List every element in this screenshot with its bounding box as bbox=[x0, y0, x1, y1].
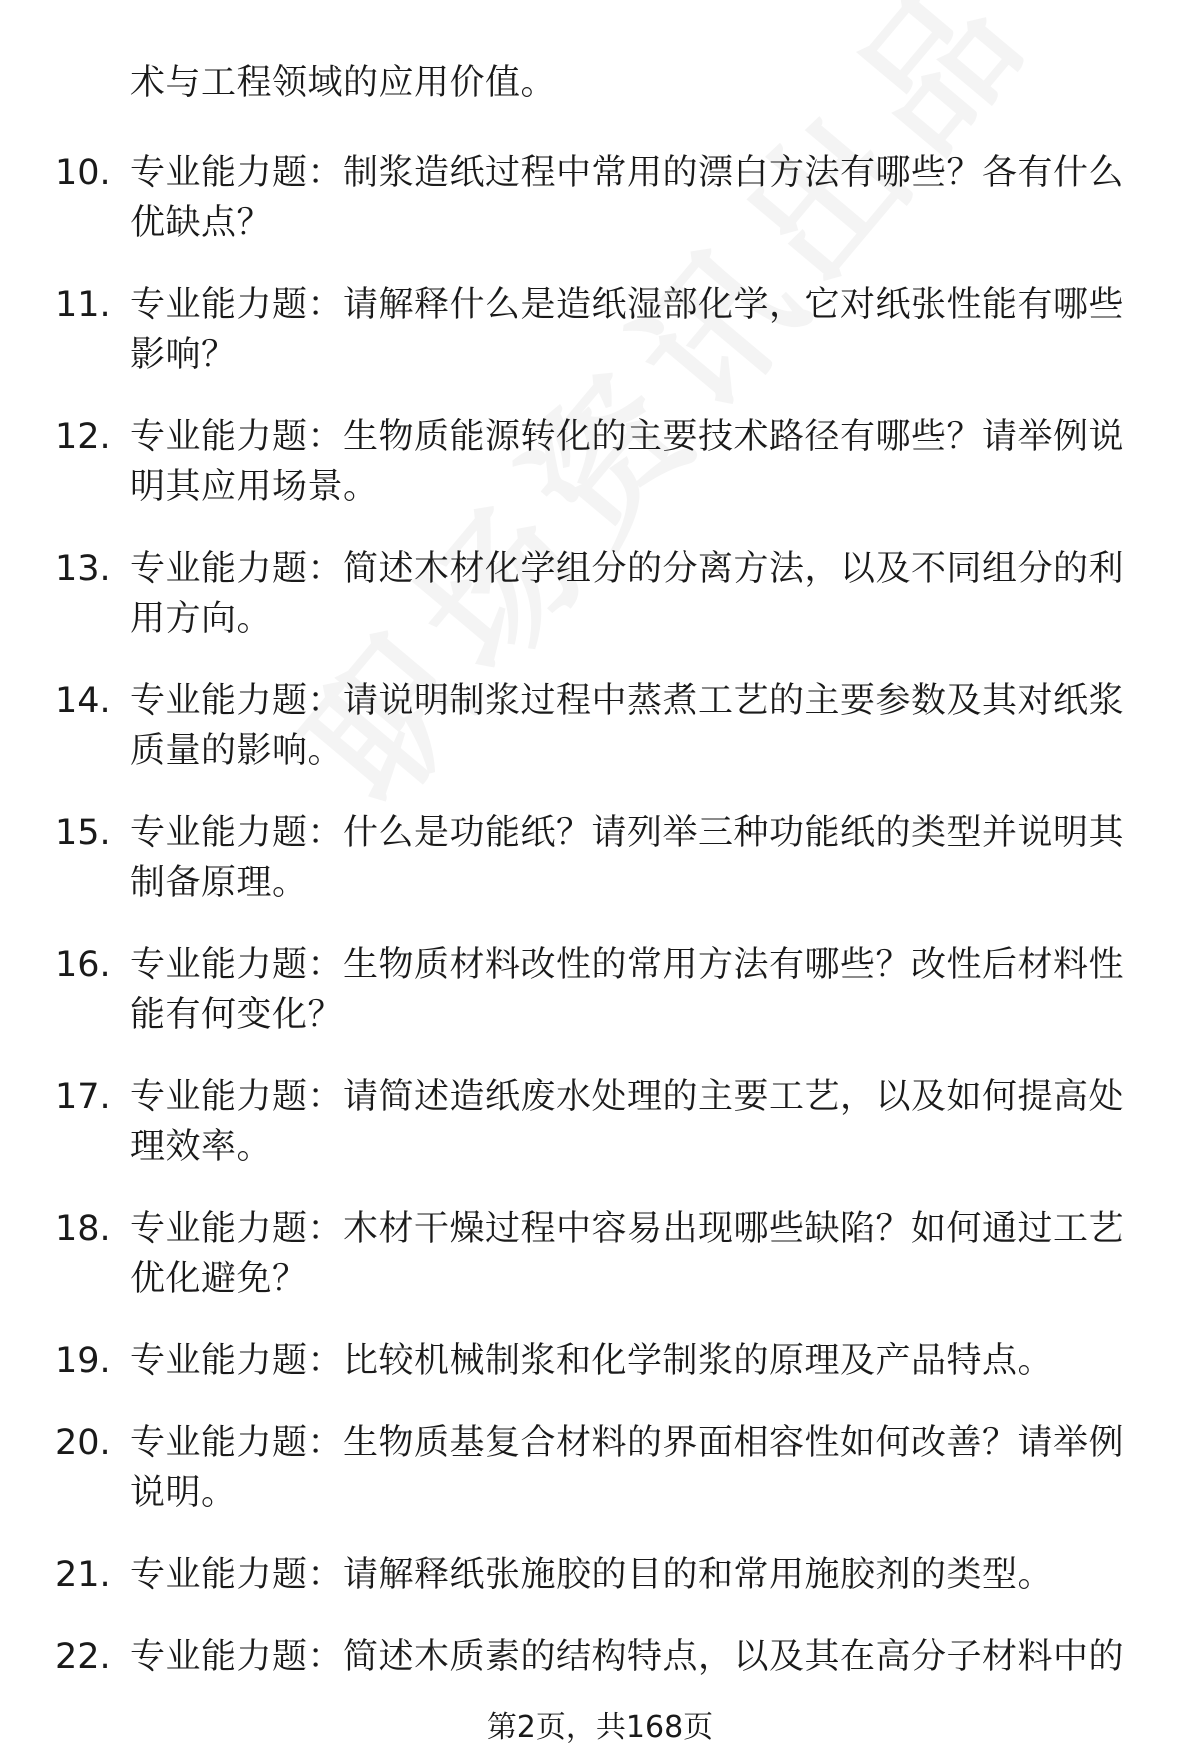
question-number: 11. bbox=[55, 285, 111, 325]
question-number: 16. bbox=[55, 945, 111, 985]
question-number: 17. bbox=[55, 1077, 111, 1117]
question-number: 22. bbox=[55, 1637, 111, 1677]
question-item-10 bbox=[0, 148, 1200, 280]
question-item-19 bbox=[0, 1336, 1200, 1418]
question-item-22 bbox=[0, 1632, 1200, 1714]
question-text: 专业能力题：木材干燥过程中容易出现哪些缺陷？如何通过工艺优化避免？ bbox=[130, 1209, 1125, 1299]
question-item-15 bbox=[0, 808, 1200, 940]
question-text: 专业能力题：生物质材料改性的常用方法有哪些？改性后材料性能有何变化？ bbox=[130, 945, 1125, 1035]
question-text: 专业能力题：生物质基复合材料的界面相容性如何改善？请举例说明。 bbox=[130, 1423, 1125, 1513]
question-item-16 bbox=[0, 940, 1200, 1072]
question-number: 20. bbox=[55, 1423, 111, 1463]
question-item-20 bbox=[0, 1418, 1200, 1550]
question-number: 13. bbox=[55, 549, 111, 589]
question-number: 12. bbox=[55, 417, 111, 457]
question-text: 专业能力题：生物质能源转化的主要技术路径有哪些？请举例说明其应用场景。 bbox=[130, 417, 1125, 507]
question-item-21 bbox=[0, 1550, 1200, 1632]
question-text: 专业能力题：什么是功能纸？请列举三种功能纸的类型并说明其制备原理。 bbox=[130, 813, 1125, 903]
question-text: 专业能力题：制浆造纸过程中常用的漂白方法有哪些？各有什么优缺点？ bbox=[130, 153, 1125, 243]
question-text: 专业能力题：比较机械制浆和化学制浆的原理及产品特点。 bbox=[130, 1341, 1054, 1381]
question-text: 专业能力题：请解释什么是造纸湿部化学，它对纸张性能有哪些影响？ bbox=[130, 285, 1125, 375]
question-text: 专业能力题：简述木材化学组分的分离方法，以及不同组分的利用方向。 bbox=[130, 549, 1125, 639]
question-text: 专业能力题：请简述造纸废水处理的主要工艺，以及如何提高处理效率。 bbox=[130, 1077, 1125, 1167]
question-number: 10. bbox=[55, 153, 111, 193]
question-number: 14. bbox=[55, 681, 111, 721]
question-text: 专业能力题：请解释纸张施胶的目的和常用施胶剂的类型。 bbox=[130, 1555, 1054, 1595]
question-list bbox=[0, 148, 1200, 1714]
question-number: 15. bbox=[55, 813, 111, 853]
question-item-14 bbox=[0, 676, 1200, 808]
question-item-13 bbox=[0, 544, 1200, 676]
continuation-text: 术与工程领域的应用价值。 bbox=[130, 63, 557, 103]
page-footer: 第2页，共168页 bbox=[486, 1710, 714, 1745]
question-text: 专业能力题：请说明制浆过程中蒸煮工艺的主要参数及其对纸浆质量的影响。 bbox=[130, 681, 1125, 771]
question-item-17 bbox=[0, 1072, 1200, 1204]
question-number: 19. bbox=[55, 1341, 111, 1381]
question-item-18 bbox=[0, 1204, 1200, 1336]
question-number: 21. bbox=[55, 1555, 111, 1595]
question-item-12 bbox=[0, 412, 1200, 544]
question-number: 18. bbox=[55, 1209, 111, 1249]
question-item-11 bbox=[0, 280, 1200, 412]
question-text: 专业能力题：简述木质素的结构特点，以及其在高分子材料中的 bbox=[130, 1637, 1125, 1677]
